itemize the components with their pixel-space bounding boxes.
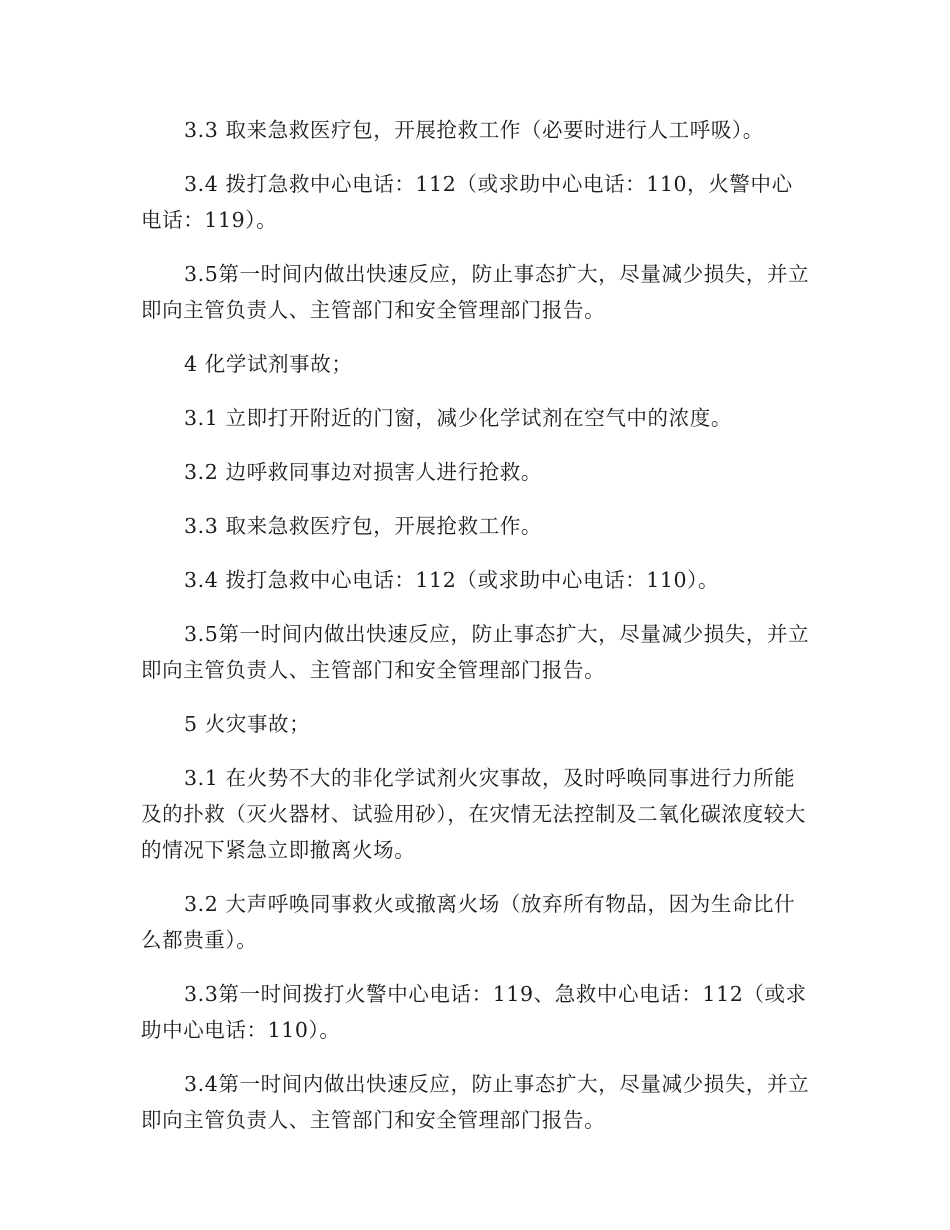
paragraph-3-4-emergency-call: 3.4 拨打急救中心电话：112（或求助中心电话：110，火警中心电话：119）。 xyxy=(141,172,793,232)
paragraph-chem-3-1-open-windows: 3.1 立即打开附近的门窗，减少化学试剂在空气中的浓度。 xyxy=(184,406,732,430)
paragraph-3-3-first-aid-kit: 3.3 取来急救医疗包，开展抢救工作（必要时进行人工呼吸）。 xyxy=(184,118,764,142)
paragraph-fire-3-4-report: 3.4第一时间内做出快速反应，防止事态扩大，尽量减少损失，并立即向主管负责人、主管部门和安全管理部门报告。 xyxy=(141,1072,810,1132)
paragraph-3-5-report: 3.5第一时间内做出快速反应，防止事态扩大，尽量减少损失，并立即向主管负责人、主管部门和安全管理部门报告。 xyxy=(141,262,810,322)
paragraph-chem-3-2-rescue: 3.2 边呼救同事边对损害人进行抢救。 xyxy=(184,460,543,484)
paragraph-chem-3-4-emergency-call: 3.4 拨打急救中心电话：112（或求助中心电话：110）。 xyxy=(184,568,720,592)
paragraph-fire-3-2-evacuate: 3.2 大声呼唤同事救火或撤离火场（放弃所有物品，因为生命比什么都贵重）。 xyxy=(141,892,796,952)
paragraph-fire-3-3-emergency-call: 3.3第一时间拨打火警中心电话：119、急救中心电话：112（或求助中心电话：110）。 xyxy=(141,982,807,1042)
paragraph-chem-3-5-report: 3.5第一时间内做出快速反应，防止事态扩大，尽量减少损失，并立即向主管负责人、主管部门和安全管理部门报告。 xyxy=(141,622,810,682)
section-heading-fire-accident: 5 火灾事故； xyxy=(184,712,311,736)
paragraph-chem-3-3-first-aid-kit: 3.3 取来急救医疗包，开展抢救工作。 xyxy=(184,514,543,538)
paragraph-fire-3-1-extinguish: 3.1 在火势不大的非化学试剂火灾事故，及时呼唤同事进行力所能及的扑救（灭火器材、试验用砂），在灾情无法控制及二氧化碳浓度较大的情况下紧急立即撤离火场。 xyxy=(141,766,806,862)
document-body xyxy=(141,112,813,1156)
section-heading-chemical-accident: 4 化学试剂事故； xyxy=(184,352,353,376)
